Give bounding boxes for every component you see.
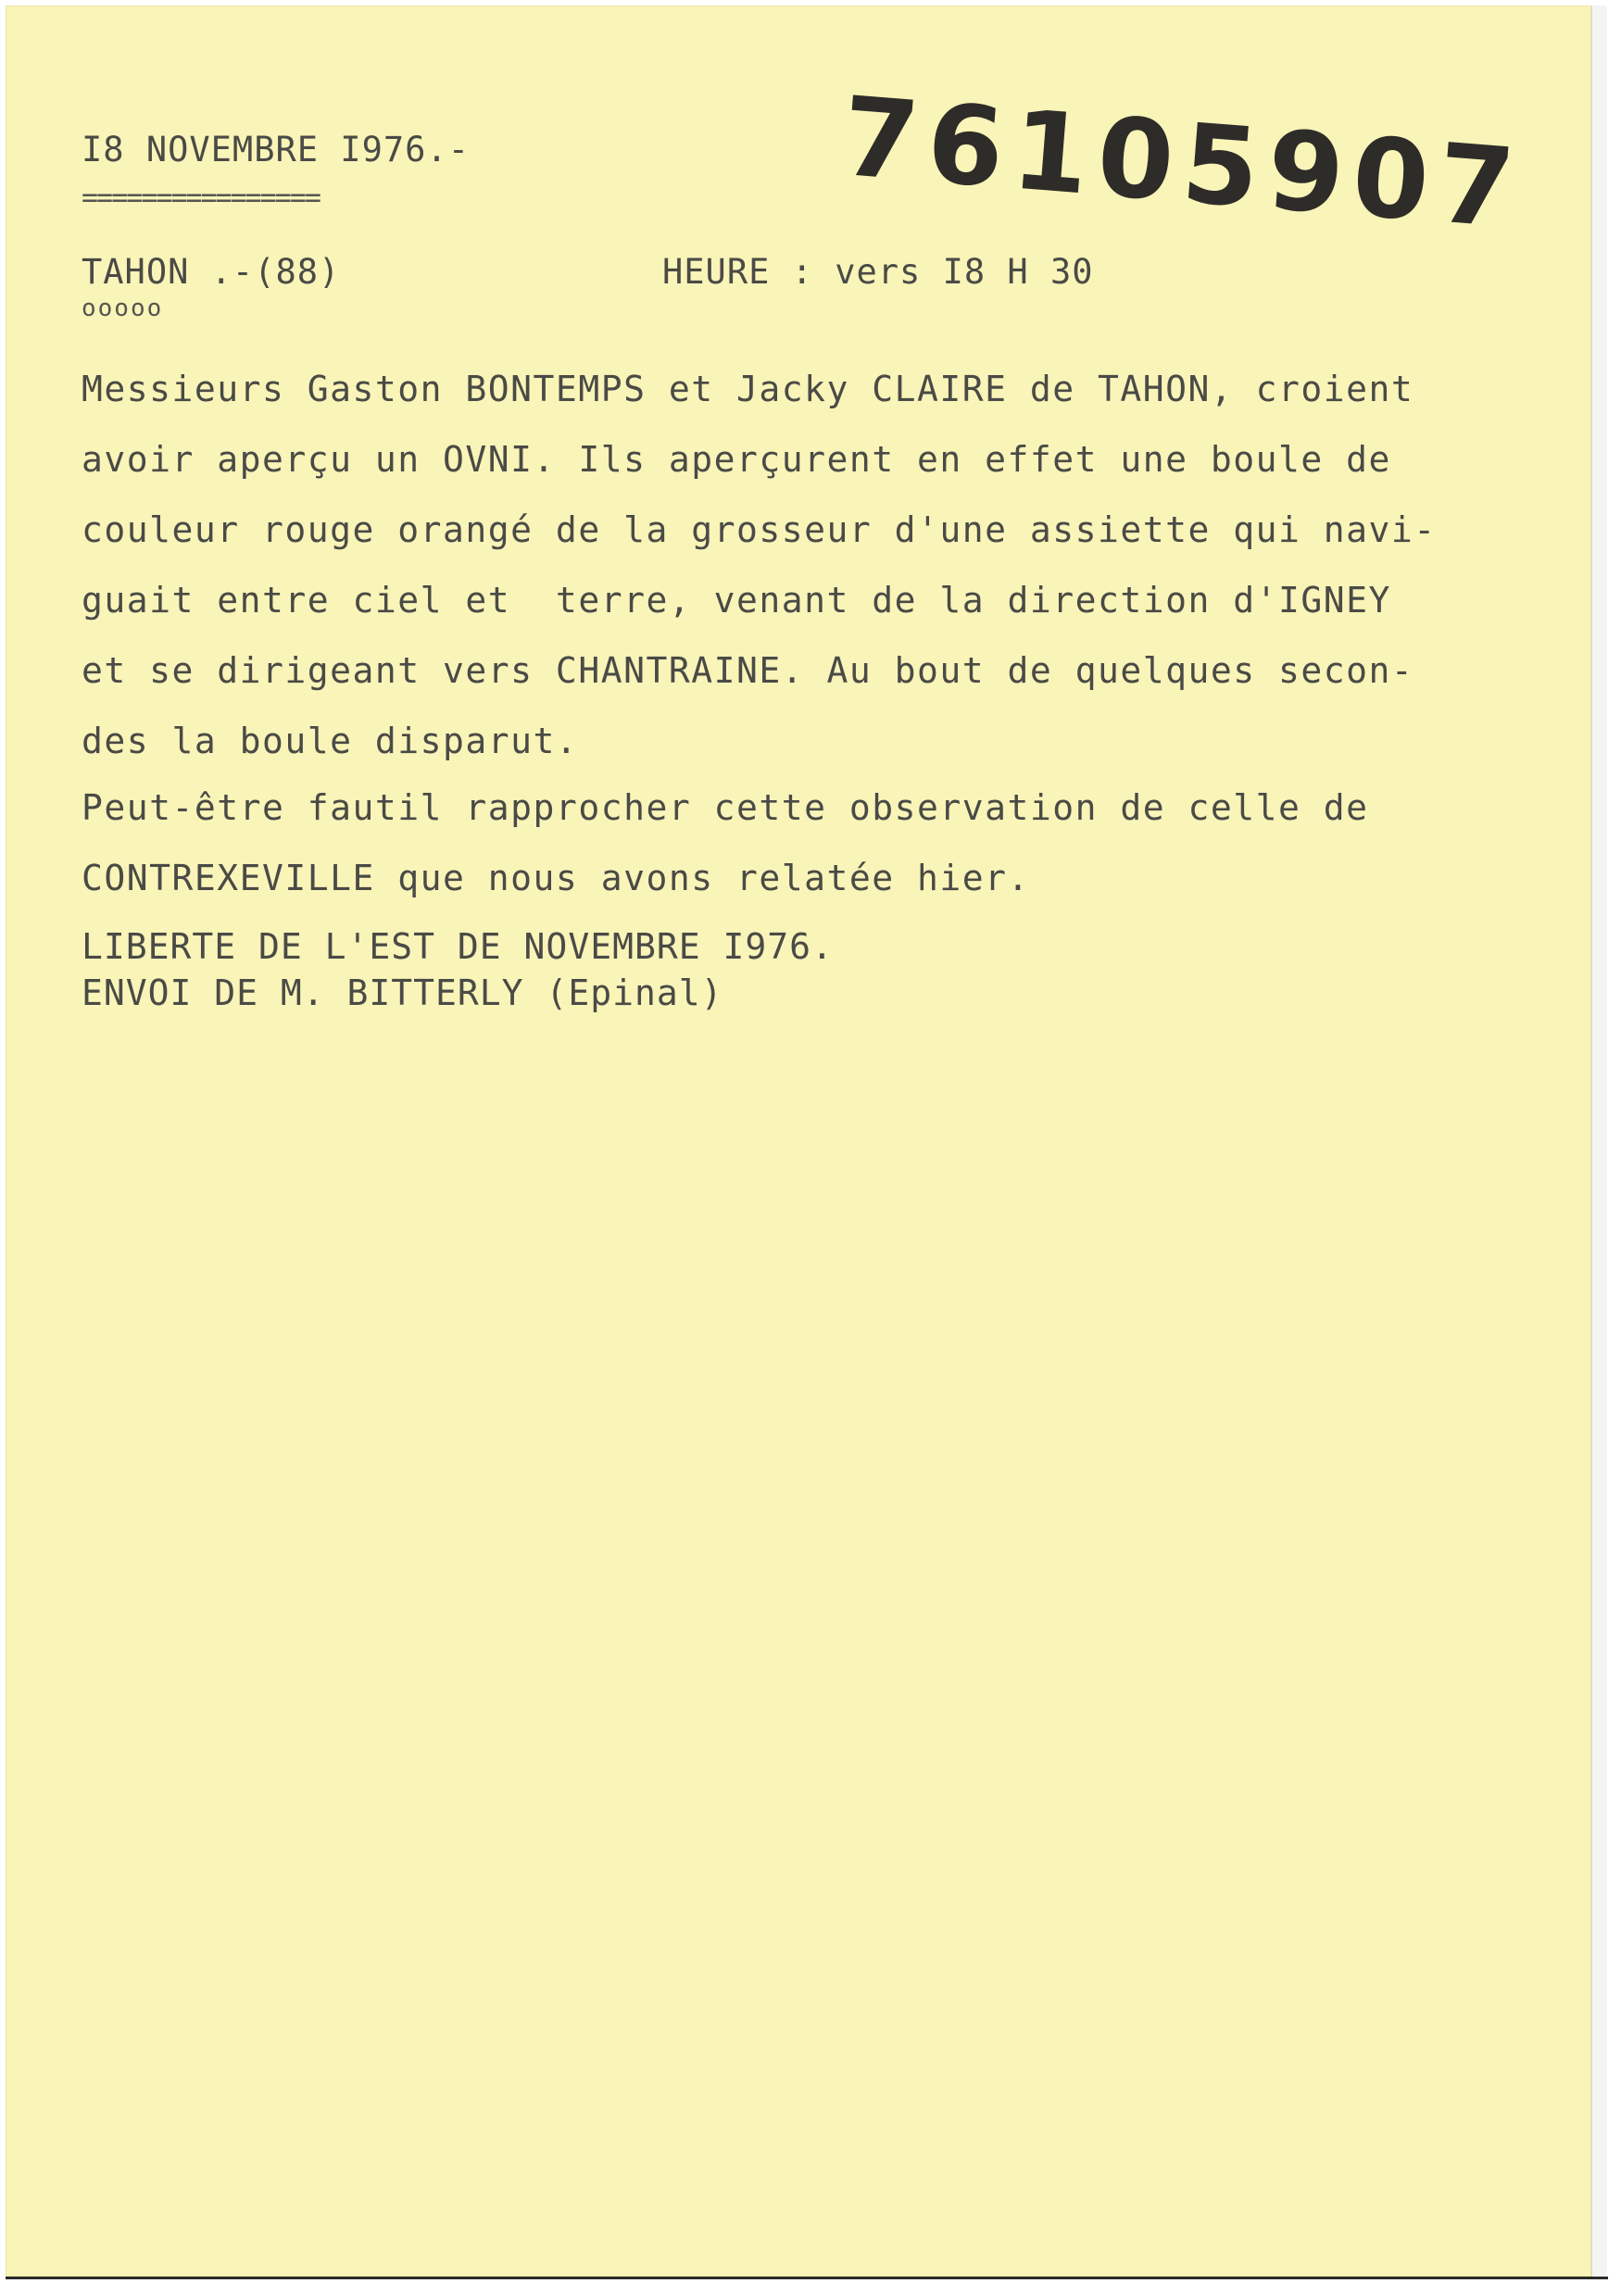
newspaper-source: LIBERTE DE L'EST DE NOVEMBRE I976. [82, 926, 834, 967]
place-heading: TAHON .-(88) [82, 252, 341, 292]
scan-edge-bottom [6, 2277, 1608, 2279]
document-date: I8 NOVEMBRE I976.- [82, 130, 470, 169]
paper-sheet [6, 6, 1591, 2277]
report-line: couleur rouge orangé de la grosseur d'une assiette qui navi- [82, 509, 1437, 550]
report-line: guait entre ciel et terre, venant de la direction d'IGNEY [82, 580, 1391, 621]
date-underline: ================ [82, 182, 320, 214]
time-of-sighting: HEURE : vers I8 H 30 [662, 252, 1094, 292]
reference-number-stamp: 76105907 [837, 72, 1528, 254]
report-line: Peut-être fautil rapprocher cette observation de celle de [82, 787, 1369, 828]
report-line: et se dirigeant vers CHANTRAINE. Au bout de quelques secon- [82, 650, 1414, 691]
sender-credit: ENVOI DE M. BITTERLY (Epinal) [82, 972, 723, 1013]
scan-margin-right [1591, 6, 1607, 2277]
report-line: avoir aperçu un OVNI. Ils aperçurent en effet une boule de [82, 439, 1391, 480]
place-underline: ooooo [82, 295, 164, 322]
report-line: CONTREXEVILLE que nous avons relatée hier. [82, 858, 1030, 898]
report-line: des la boule disparut. [82, 721, 579, 761]
report-line: Messieurs Gaston BONTEMPS et Jacky CLAIRE de TAHON, croient [82, 369, 1414, 409]
